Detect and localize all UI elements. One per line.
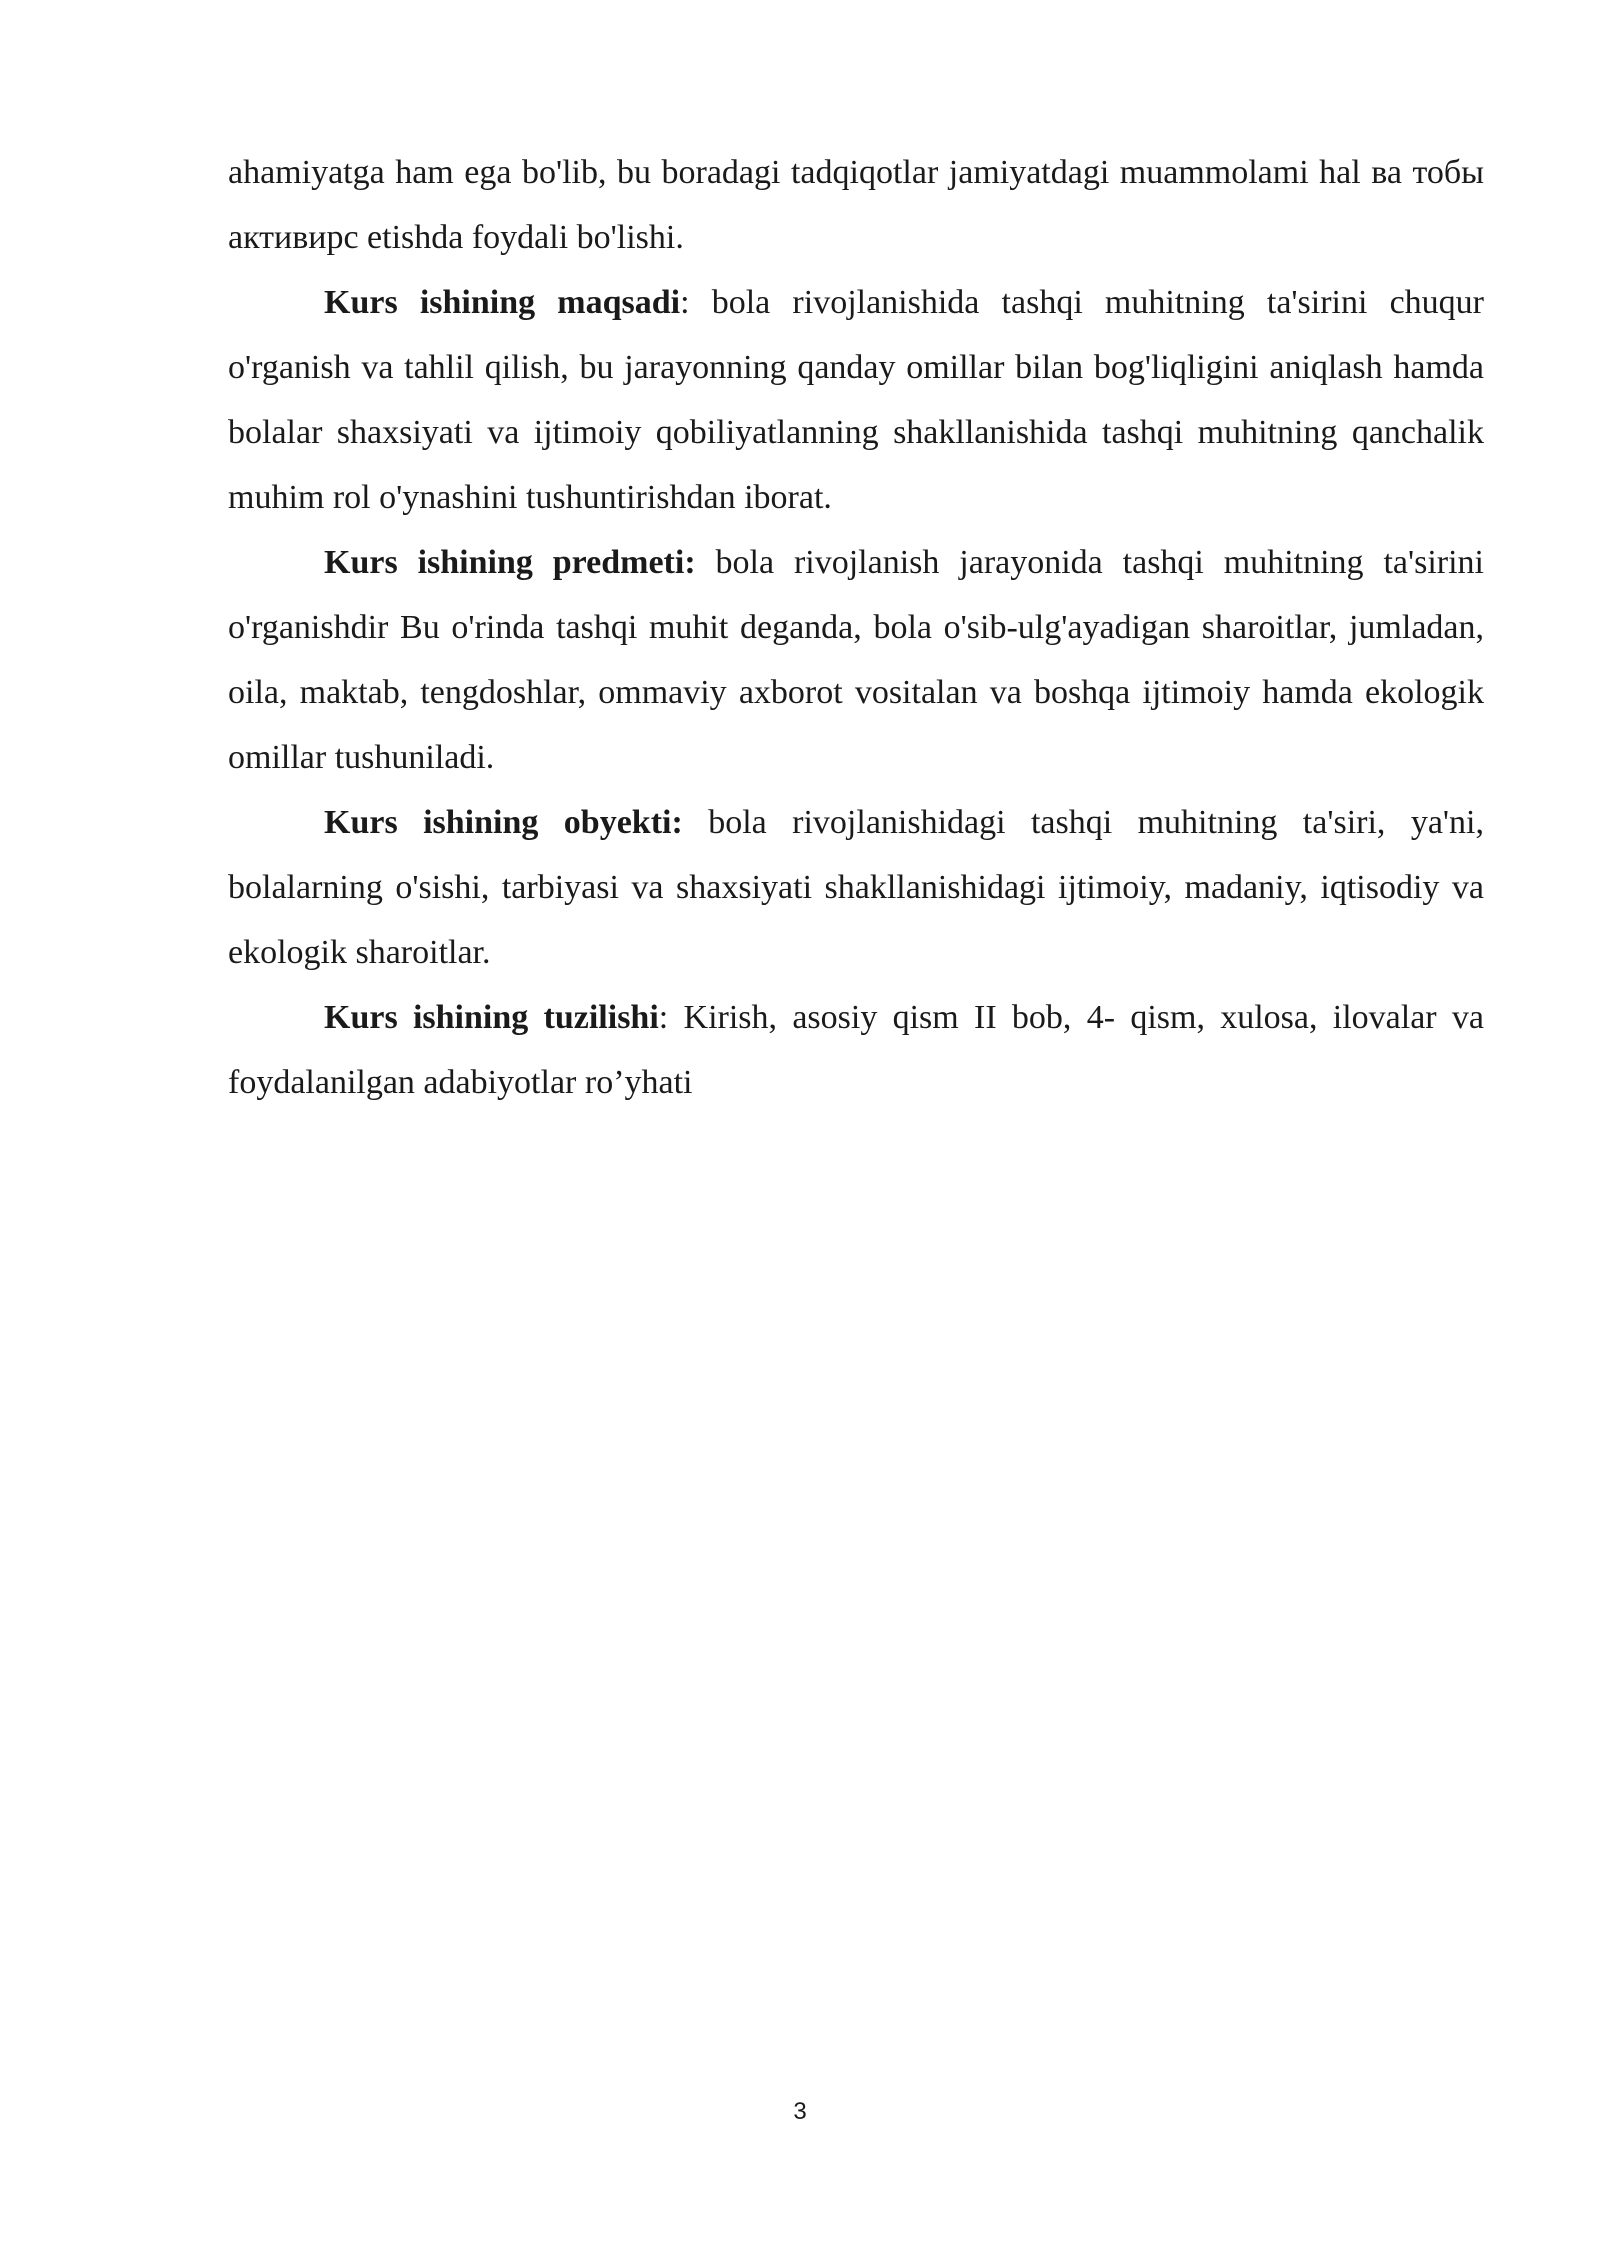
paragraph-intro-continuation — [228, 140, 1484, 270]
paragraph-lead: Kurs ishining maqsadi — [324, 284, 681, 321]
page-number: 3 — [793, 2098, 807, 2125]
paragraph-purpose — [228, 270, 1484, 530]
paragraph-lead: Kurs ishining predmeti: — [324, 544, 696, 581]
paragraph-text: Kirish, asosiy qism II bob, 4- qism, xulosa, ilovalar va foydalanilgan adabiyotlar ro’yhati — [228, 999, 1484, 1101]
paragraph-separator: : — [680, 284, 690, 321]
paragraph-separator: : — [658, 999, 669, 1036]
paragraph-structure — [228, 985, 1484, 1115]
body-text — [228, 140, 1484, 1115]
paragraph-object — [228, 790, 1484, 985]
paragraph-text: bola rivojlanishidagi tashqi muhitning ta'siri, ya'ni, bolalarning o'sishi, tarbiyasi va shaxsiyati shakllanishidagi ijtimoiy, madaniy, iqtisodiy va ekologik sharoitlar. — [228, 804, 1484, 971]
paragraph-text: ahamiyatga ham ega bo'lib, bu boradagi tadqiqotlar jamiyatdagi muammolami hal ва тобы активирс etishda foydali bo'lishi. — [228, 154, 1484, 256]
paragraph-lead: Kurs ishining tuzilishi — [324, 999, 659, 1036]
paragraph-text: bola rivojlanish jarayonida tashqi muhitning ta'sirini o'rganishdir Bu o'rinda tashqi muhit deganda, bola o'sib-ulg'ayadigan sharoitlar, jumladan, oila, maktab, tengdoshlar, ommaviy axborot vositalan va boshqa ijtimoiy hamda ekologik omillar tushuniladi. — [228, 544, 1484, 776]
paragraph-text: bola rivojlanishida tashqi muhitning ta'sirini chuqur o'rganish va tahlil qilish, bu jarayonning qanday omillar bilan bog'liqligini aniqlash hamda bolalar shaxsiyati va ijtimoiy qobiliyatlanning shakllanishida tashqi muhitning qanchalik muhim rol o'ynashini tushuntirishdan iborat. — [228, 284, 1484, 516]
paragraph-subject — [228, 530, 1484, 790]
paragraph-lead: Kurs ishining obyekti: — [324, 804, 683, 841]
